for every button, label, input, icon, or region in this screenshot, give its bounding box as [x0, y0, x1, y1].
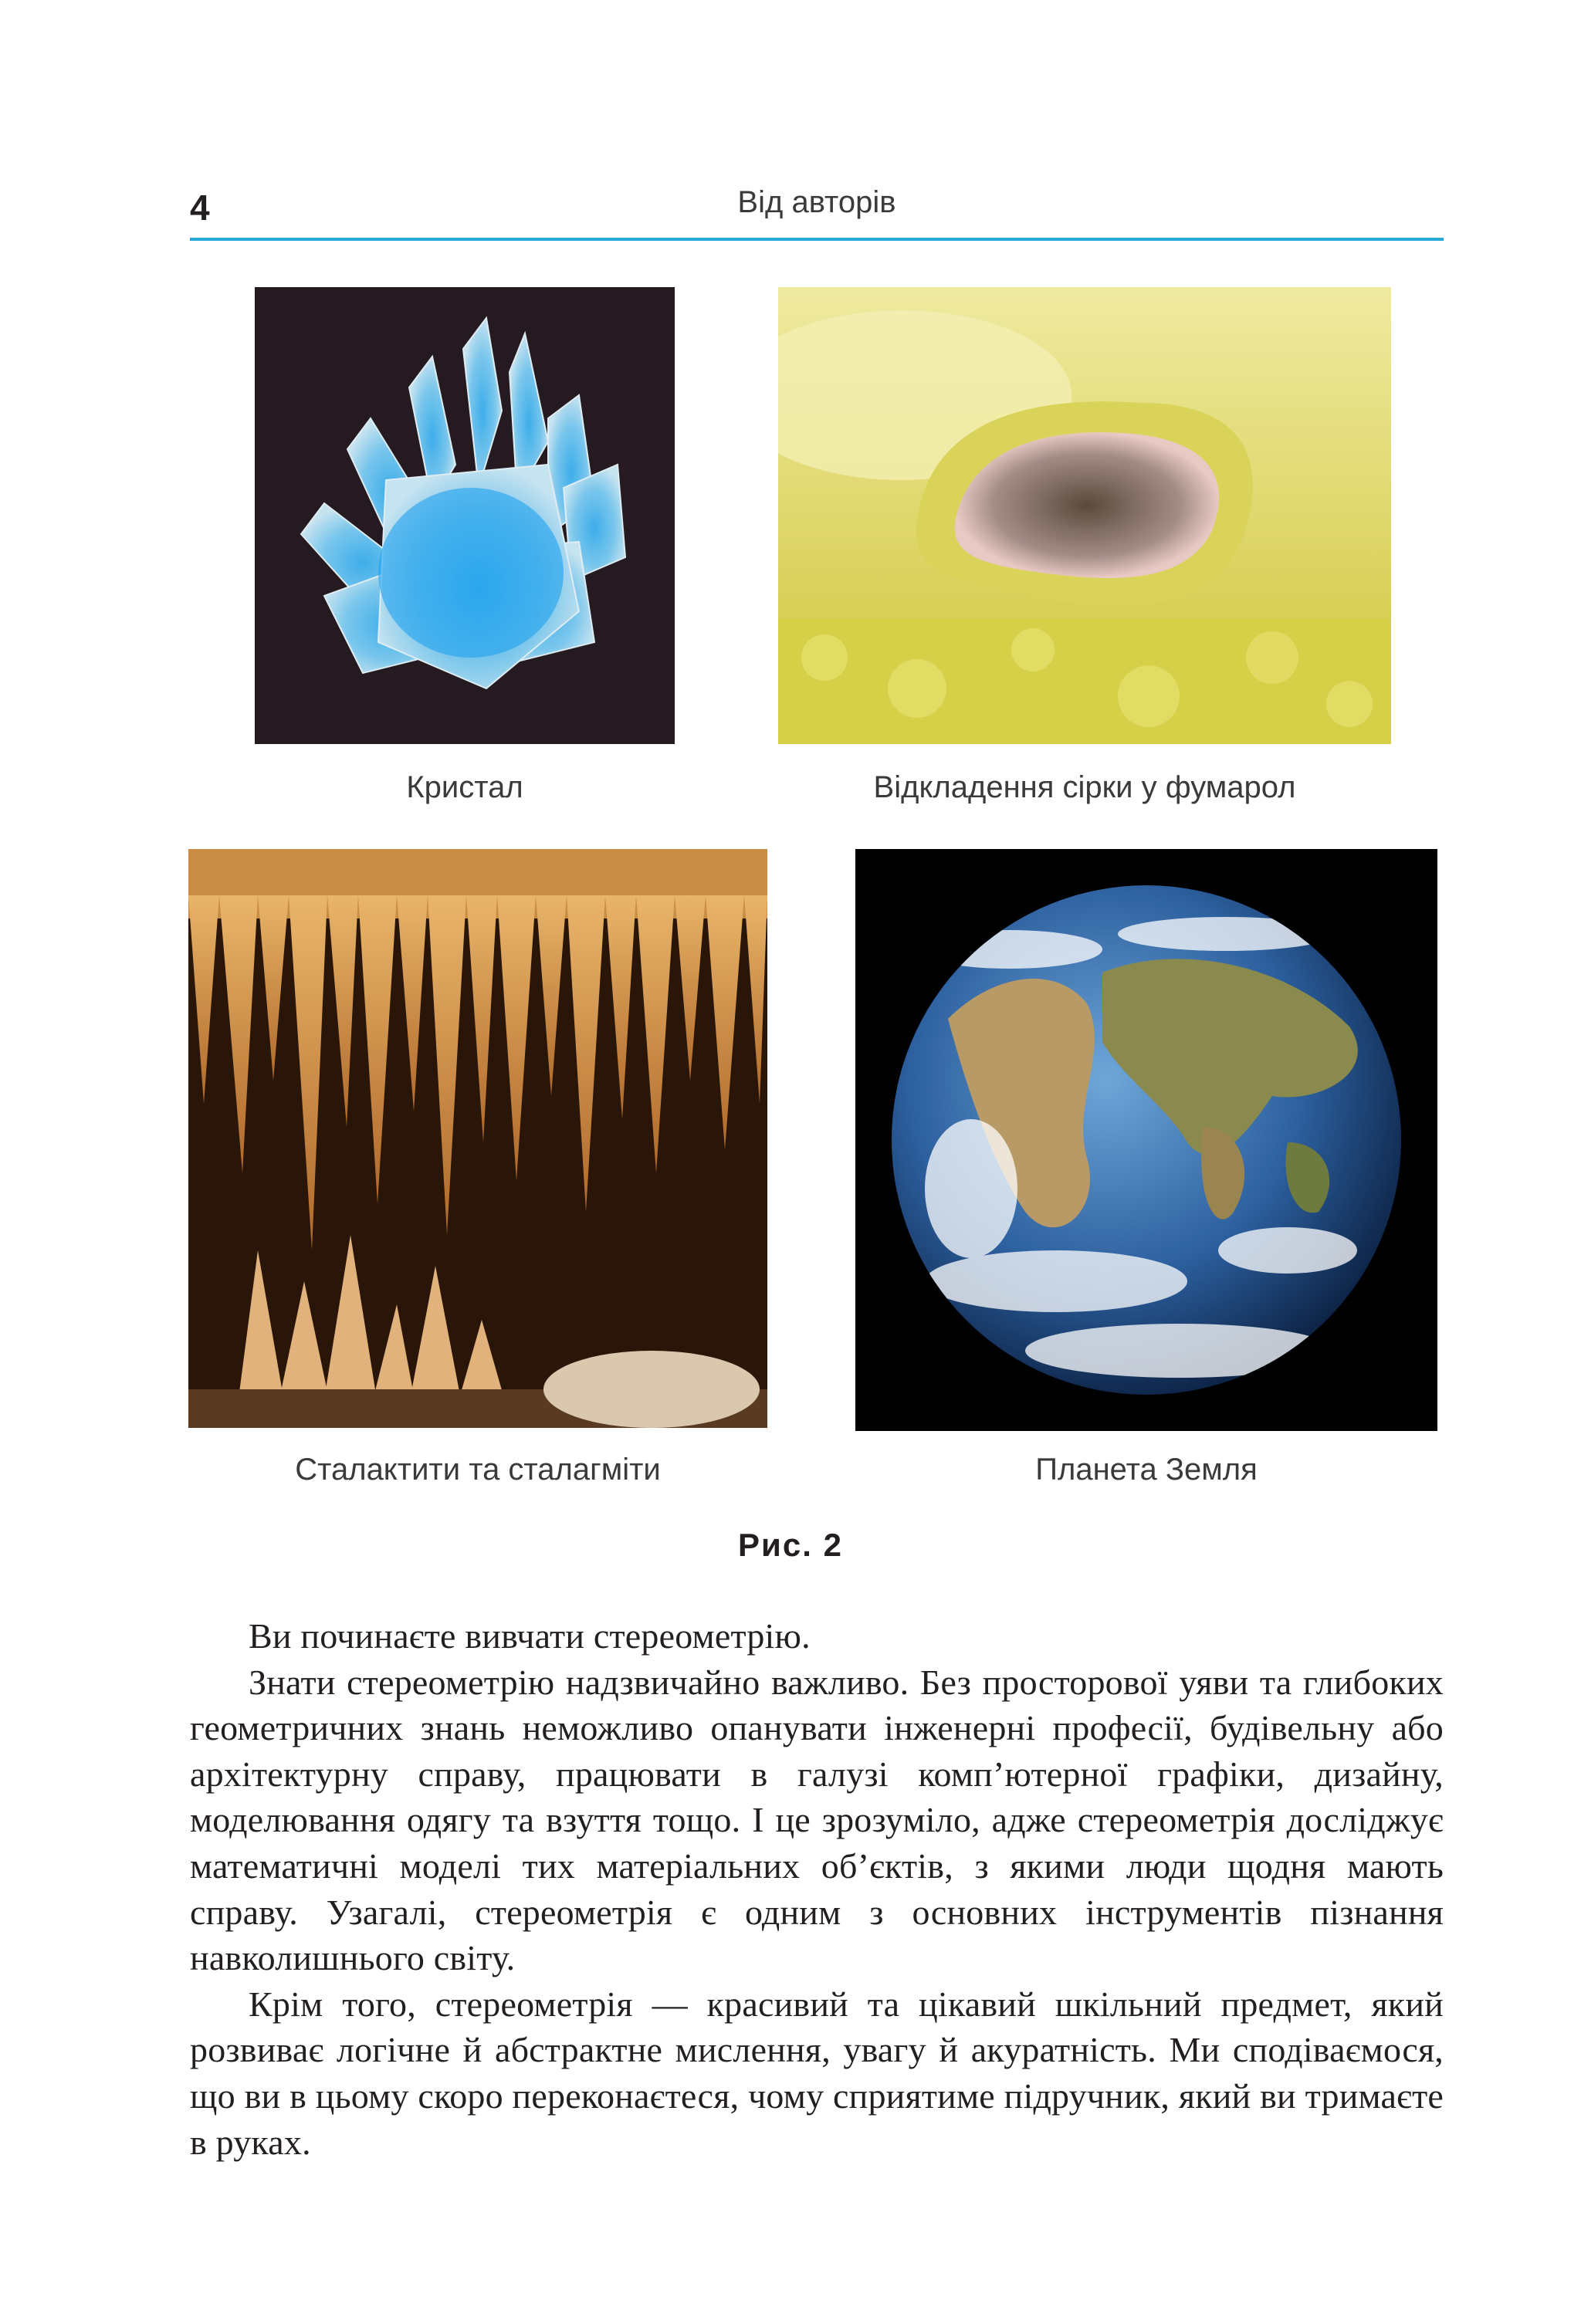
crystal-caption: Кристал: [406, 770, 523, 804]
earth-photo: [855, 849, 1437, 1431]
earth-caption: Планета Земля: [1035, 1453, 1258, 1487]
body-text: [190, 1613, 1444, 2165]
stalactites-caption: Сталактити та сталагміти: [295, 1453, 661, 1487]
sulfur-photo: [778, 287, 1391, 744]
figure-label: Рис. 2: [738, 1527, 843, 1563]
header-rule: [190, 238, 1444, 241]
page-number: 4: [190, 188, 210, 228]
stalactites-photo: [188, 849, 767, 1428]
running-title: Від авторів: [737, 185, 896, 219]
paragraph: Крім того, стереометрія — красивий та цікавий шкільний предмет, який розвиває логічне й абстрактне мислення, увагу й акуратність. Ми сподіваємося, що ви в цьому скоро переконаєтеся, чому сприятиме підручник, який ви тримаєте в руках.: [190, 1984, 1444, 2162]
sulfur-caption: Відкладення сірки у фумарол: [873, 770, 1296, 804]
paragraph: Ви починаєте вивчати стереометрію.: [249, 1616, 811, 1656]
paragraph: Знати стереометрію надзвичайно важливо. Без просторової уяви та глибоких геометричних знань неможливо опанувати інженерні професії, будівельну або архітектурну справу, працювати в галузі комп’ютерної графіки, дизайну, моделювання одягу та взуття тощо. І це зрозуміло, адже стереометрія досліджує математичні моделі тих матеріальних об’єктів, з якими люди щодня мають справу. Узагалі, стереометрія є одним з основних інструментів пізнання навколишнього світу.: [190, 1662, 1444, 1978]
page-header: [190, 182, 1444, 236]
crystal-photo: [255, 287, 675, 744]
